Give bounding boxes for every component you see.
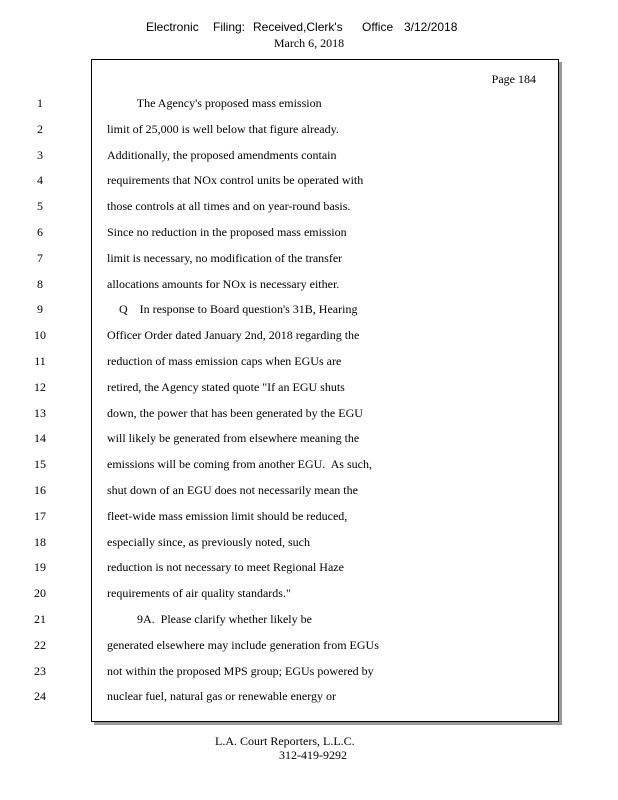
line-text: will likely be generated from elsewhere meaning the [107, 431, 360, 445]
line-text: down, the power that has been generated by the EGU [107, 406, 363, 420]
line-number: 8 [37, 277, 43, 291]
line-number: 19 [34, 560, 46, 574]
line-number: 9 [37, 302, 43, 316]
line-text: retired, the Agency stated quote "If an EGU shuts [107, 380, 345, 394]
line-number: 22 [34, 638, 46, 652]
transcript-date: March 6, 2018 [273, 36, 345, 50]
line-number: 20 [34, 586, 46, 600]
line-number: 6 [37, 225, 43, 239]
line-number: 13 [34, 406, 46, 420]
line-text: requirements of air quality standards." [107, 586, 291, 600]
line-number: 4 [37, 173, 43, 187]
line-number: 3 [37, 148, 43, 162]
line-number: 11 [34, 354, 46, 368]
line-text: allocations amounts for NOx is necessary either. [107, 277, 340, 291]
line-number: 21 [34, 612, 46, 626]
line-text: The Agency's proposed mass emission [107, 96, 322, 110]
line-text: limit is necessary, no modification of the transfer [107, 251, 343, 265]
line-text: not within the proposed MPS group; EGUs powered by [107, 664, 374, 678]
line-text: fleet-wide mass emission limit should be reduced, [107, 509, 348, 523]
court-reporter-phone: 312-419-9292 [279, 748, 347, 762]
line-text: 9A. Please clarify whether likely be [107, 612, 312, 626]
line-number: 17 [34, 509, 46, 523]
line-number: 18 [34, 535, 46, 549]
line-text: reduction of mass emission caps when EGUs are [107, 354, 342, 368]
line-text: Additionally, the proposed amendments contain [107, 148, 337, 162]
line-text: requirements that NOx control units be operated with [107, 173, 364, 187]
line-number: 14 [34, 431, 46, 445]
line-text: Q In response to Board question's 31B, Hearing [107, 302, 358, 316]
stamp-office: Office [362, 20, 394, 34]
line-text: Officer Order dated January 2nd, 2018 regarding the [107, 328, 360, 342]
stamp-date: 3/12/2018 [404, 20, 458, 34]
line-text: reduction is not necessary to meet Regional Haze [107, 560, 344, 574]
line-number: 7 [37, 251, 43, 265]
line-number: 24 [34, 689, 46, 703]
line-text: generated elsewhere may include generation from EGUs [107, 638, 379, 652]
line-number: 1 [37, 96, 43, 110]
line-number: 12 [34, 380, 46, 394]
line-text: shut down of an EGU does not necessarily mean the [107, 483, 358, 497]
line-text: those controls at all times and on year-round basis. [107, 199, 351, 213]
line-number: 10 [34, 328, 46, 342]
stamp-received: Received,Clerk's [253, 20, 343, 34]
page-number: Page 184 [491, 72, 536, 86]
court-reporter-name: L.A. Court Reporters, L.L.C. [215, 734, 355, 748]
line-text: limit of 25,000 is well below that figure already. [107, 122, 339, 136]
line-text: emissions will be coming from another EGU. As such, [107, 457, 372, 471]
stamp-filing: Filing: [213, 20, 246, 34]
line-number: 5 [37, 199, 43, 213]
stamp-electronic: Electronic [146, 20, 199, 34]
line-number: 16 [34, 483, 46, 497]
line-number: 15 [34, 457, 46, 471]
line-number: 23 [34, 664, 46, 678]
line-text: especially since, as previously noted, such [107, 535, 310, 549]
line-text: nuclear fuel, natural gas or renewable energy or [107, 689, 337, 703]
line-number: 2 [37, 122, 43, 136]
line-text: Since no reduction in the proposed mass emission [107, 225, 347, 239]
